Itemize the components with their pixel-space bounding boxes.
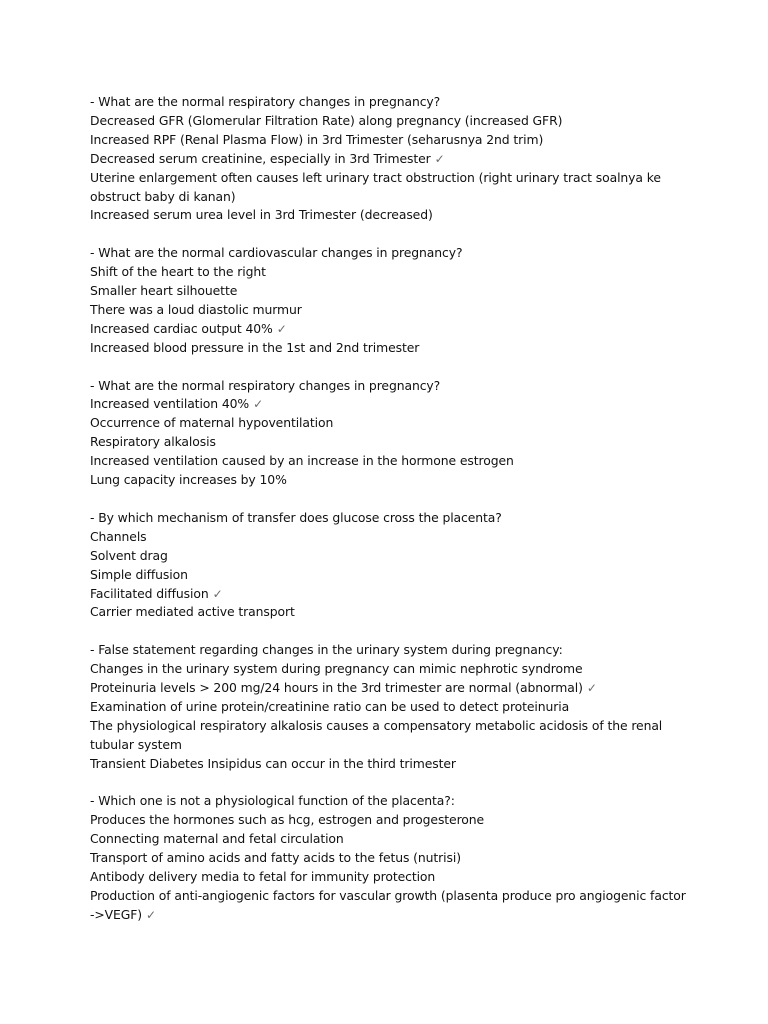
answer-option-text: Antibody delivery media to fetal for immunity protection <box>90 869 436 885</box>
answer-option-text: Examination of urine protein/creatinine ratio can be used to detect proteinuria <box>90 698 570 714</box>
answer-option-text: Lung capacity increases by 10% <box>90 472 287 488</box>
answer-option <box>90 301 690 320</box>
answer-option <box>90 433 690 452</box>
answer-option-text: Proteinuria levels > 200 mg/24 hours in the 3rd trimester are normal (abnormal) <box>90 680 583 696</box>
answer-option-text: Increased RPF (Renal Plasma Flow) in 3rd Trimester (seharusnya 2nd trim) <box>90 131 544 147</box>
question-block <box>90 377 690 490</box>
answer-option-text: Connecting maternal and fetal circulation <box>90 831 344 847</box>
answer-option-text: Occurrence of maternal hypoventilation <box>90 415 334 431</box>
answer-option-text: There was a loud diastolic murmur <box>90 301 302 317</box>
answer-option <box>90 585 690 604</box>
answer-option <box>90 849 690 868</box>
checkmark-icon: ✓ <box>434 151 445 166</box>
question-text: - What are the normal respiratory changes in pregnancy? <box>90 94 441 109</box>
answer-option <box>90 282 690 301</box>
answer-option-text: Carrier mediated active transport <box>90 604 295 620</box>
answer-option <box>90 811 690 830</box>
answer-option-text: The physiological respiratory alkalosis causes a compensatory metabolic acidosis of the renal tubular system <box>90 717 663 752</box>
question-block <box>90 509 690 622</box>
checkmark-icon: ✓ <box>276 321 287 336</box>
answer-option-text: Increased cardiac output 40% <box>90 320 273 336</box>
answer-option <box>90 660 690 679</box>
answer-option-text: Increased blood pressure in the 1st and 2nd trimester <box>90 339 420 355</box>
answer-option <box>90 755 690 774</box>
checkmark-icon: ✓ <box>212 586 223 601</box>
answer-option <box>90 698 690 717</box>
answer-option <box>90 112 690 131</box>
answer-option-text: Channels <box>90 528 147 544</box>
answer-option <box>90 547 690 566</box>
answer-option <box>90 169 690 207</box>
checkmark-icon: ✓ <box>586 681 597 696</box>
answer-option <box>90 395 690 414</box>
question-block <box>90 244 690 357</box>
document-page <box>90 93 690 944</box>
question-text: - By which mechanism of transfer does glucose cross the placenta? <box>90 509 502 525</box>
answer-option <box>90 339 690 358</box>
answer-option <box>90 868 690 887</box>
answer-option <box>90 414 690 433</box>
answer-option-text: Decreased serum creatinine, especially in 3rd Trimester <box>90 150 431 166</box>
answer-option <box>90 206 690 225</box>
answer-option-text: Increased serum urea level in 3rd Trimester (decreased) <box>90 207 433 223</box>
answer-option-text: Transient Diabetes Insipidus can occur in the third trimester <box>90 755 456 771</box>
answer-option <box>90 830 690 849</box>
question-block <box>90 792 690 924</box>
answer-option-text: Simple diffusion <box>90 566 188 582</box>
question-text: - What are the normal cardiovascular changes in pregnancy? <box>90 245 463 261</box>
checkmark-icon: ✓ <box>253 397 264 412</box>
answer-option-text: Facilitated diffusion <box>90 585 209 601</box>
answer-option-text: Shift of the heart to the right <box>90 264 266 280</box>
answer-option-text: Changes in the urinary system during pregnancy can mimic nephrotic syndrome <box>90 661 583 677</box>
answer-option-text: Uterine enlargement often causes left urinary tract obstruction (right urinary tract soalnya ke obstruct baby di kanan) <box>90 169 661 204</box>
answer-option <box>90 528 690 547</box>
answer-option <box>90 452 690 471</box>
answer-option <box>90 679 690 698</box>
answer-option <box>90 263 690 282</box>
answer-option-text: Production of anti-angiogenic factors for vascular growth (plasenta produce pro angiogenic factor ->VEGF) <box>90 887 686 922</box>
answer-option-text: Produces the hormones such as hcg, estrogen and progesterone <box>90 812 485 828</box>
question-text: - Which one is not a physiological function of the placenta?: <box>90 793 455 809</box>
answer-option-text: Respiratory alkalosis <box>90 434 216 450</box>
answer-option <box>90 887 690 925</box>
answer-option-text: Increased ventilation 40% <box>90 396 250 412</box>
answer-option <box>90 717 690 755</box>
answer-option-text: Decreased GFR (Glomerular Filtration Rate) along pregnancy (increased GFR) <box>90 112 563 128</box>
answer-option <box>90 320 690 339</box>
question-text: - What are the normal respiratory changes in pregnancy? <box>90 377 441 393</box>
answer-option-text: Smaller heart silhouette <box>90 283 238 299</box>
answer-option-text: Increased ventilation caused by an increase in the hormone estrogen <box>90 453 514 469</box>
answer-option <box>90 131 690 150</box>
answer-option-text: Solvent drag <box>90 547 168 563</box>
question-block <box>90 93 690 225</box>
answer-option-text: Transport of amino acids and fatty acids to the fetus (nutrisi) <box>90 850 461 866</box>
answer-option <box>90 150 690 169</box>
question-block <box>90 641 690 773</box>
answer-option <box>90 471 690 490</box>
checkmark-icon: ✓ <box>146 907 156 922</box>
question-text: - False statement regarding changes in the urinary system during pregnancy: <box>90 642 563 658</box>
answer-option <box>90 566 690 585</box>
answer-option <box>90 603 690 622</box>
